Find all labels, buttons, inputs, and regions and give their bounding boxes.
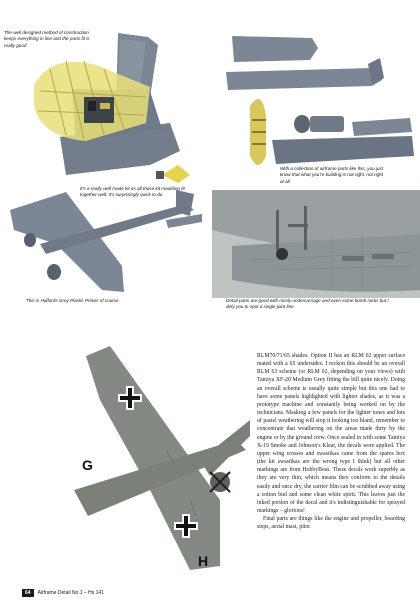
undercarriage-illustration bbox=[212, 190, 420, 298]
article-body bbox=[257, 352, 405, 531]
caption-kit-quality: It's a really well made kit as all those kit moulding fit together well. It's surprisingly quick to do bbox=[80, 186, 185, 198]
photo-finished-model bbox=[70, 340, 252, 580]
primed-engine-left bbox=[47, 264, 61, 280]
photo-cockpit-assembly bbox=[0, 25, 205, 193]
airframe-parts-illustration bbox=[212, 28, 420, 178]
finished-model-illustration bbox=[70, 340, 252, 580]
caption-construction: The well designed method of construction keeps everything in line and the parts fit is really good bbox=[4, 30, 90, 48]
engine-cowling-part bbox=[294, 115, 310, 133]
photo-airframe-parts bbox=[212, 28, 420, 178]
nose-mount bbox=[156, 171, 164, 179]
nacelle-part bbox=[310, 116, 344, 132]
page-footer bbox=[22, 589, 104, 597]
small-wing-part bbox=[352, 118, 412, 136]
publication-title: Airframe Detail No.1 – Hs 141 bbox=[37, 590, 104, 596]
bomb-rack-2 bbox=[372, 254, 394, 259]
fuselage-code-left: G bbox=[82, 457, 93, 473]
wing-part bbox=[232, 36, 318, 62]
photo-undercarriage-detail bbox=[212, 190, 420, 298]
bomb-rack bbox=[342, 256, 364, 261]
fuselage-code-right: H bbox=[198, 553, 209, 569]
article-paragraph: RLM70/71/65 shades. Option II has an RLM 02 upper surface mated with a 65 undersides. I reckon this should be an overall RLM 63 scheme (or RLM 02, depending on your views) with Tamiya XF-20 Medium Grey fitting the bill quite nicely. Doing an overall scheme is usually quite simple but this one had to have some panels highlighted with lighter shades, as it was a prototype machine and constantly being worked on by the technicians. Masking a few panels for the lighter tones and lots of pastel weathering will stop it looking too bland, remember to concentrate that weathering on the areas made dirty by the engine or by the ground crew. Once sealed in with some Tamiya X-19 Smoke and Johnson's Klear, the decals were applied. The upper wing crosses and swastikas came from the spares box (the kit swastikas are the wrong type I think) but all other markings are from HobbyBoss. These decals work superbly as they are very thin, which means they conform to the details easily and once dry, the carrier film can be scrubbed away using a cotton bud and some clean white spirit. This leaves just the inked portion of the decal and it's indistinguishable for sprayed markings – glorious! bbox=[257, 353, 405, 514]
caption-airframe-parts: With a collection of airframe parts like this, you just know that what you're building is not right, not right at all bbox=[280, 166, 384, 184]
main-wheel bbox=[276, 248, 288, 260]
primed-engine-right bbox=[24, 233, 36, 247]
article-paragraph: Final parts are things like the engine and propeller, boarding steps, aerial mast, pitot bbox=[257, 516, 405, 531]
cockpit-assembly-illustration bbox=[0, 25, 205, 193]
tail-boom-part bbox=[226, 68, 382, 90]
caption-primer: This is Halfords Grey Plastic Primer of course bbox=[26, 298, 119, 303]
harness bbox=[100, 103, 110, 109]
caption-detail-parts: Detail parts are good with nicely undercarriage and even some bomb racks but I defy you to spot a single joint line bbox=[226, 298, 389, 310]
page-number: 64 bbox=[22, 589, 34, 597]
lower-wing-part bbox=[272, 136, 414, 164]
seat bbox=[88, 101, 96, 111]
